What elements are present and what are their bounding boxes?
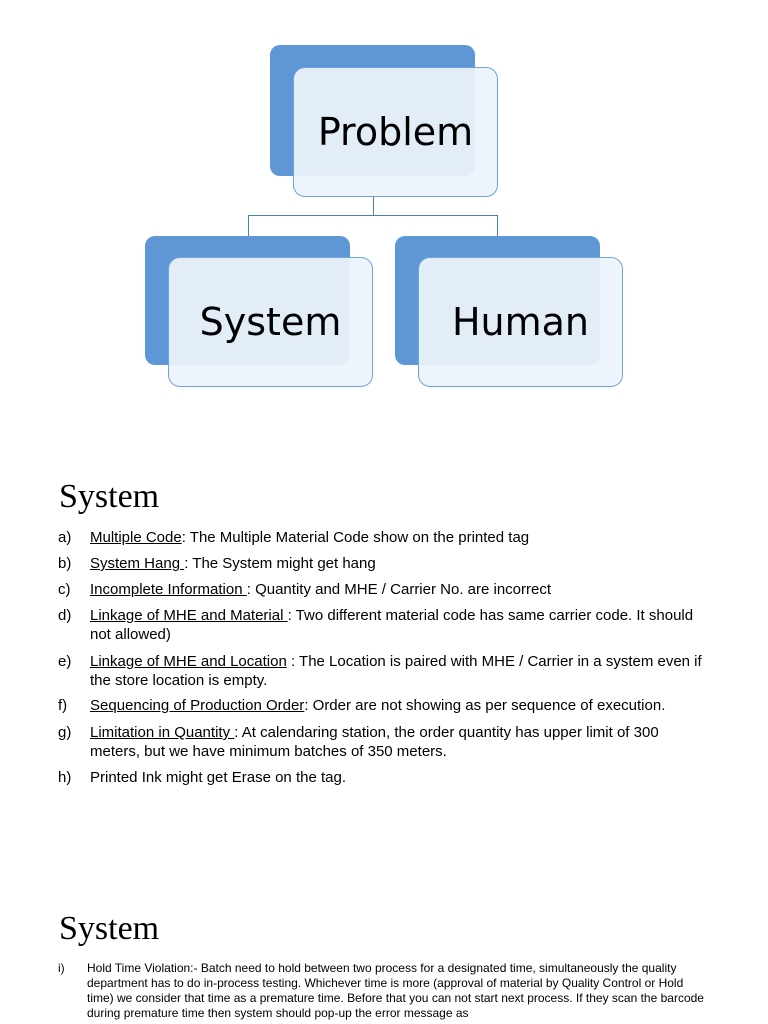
list-item-term: Linkage of MHE and Material (90, 607, 288, 624)
list-item-letter: i) (58, 961, 65, 975)
list-item-term: Linkage of MHE and Location (90, 653, 287, 670)
list-item-term: Multiple Code (90, 529, 182, 546)
section1-heading: System (59, 478, 160, 515)
list-item-body (90, 554, 710, 573)
list-item-body (90, 606, 710, 644)
list-item-body (90, 580, 710, 599)
list-item-body (90, 652, 710, 690)
list-item-letter: g) (58, 724, 72, 741)
system-label: System (199, 300, 342, 344)
list-item-text: : Quantity and MHE / Carrier No. are incorrect (246, 581, 552, 598)
list-item-body (90, 696, 710, 715)
connector-vertical-root (373, 197, 374, 216)
list-item-text: Hold Time Violation:- Batch need to hold between two process for a designated time, simultaneously the quality department has to do in-process testing. Whichever time is more (approval of material by Quality Control or Hold time) we consider that time as a premature time. Before that you can not start next process. If they scan the barcode during premature time then system should pop-up the error message as (87, 961, 704, 1020)
list-item-letter: a) (58, 529, 72, 546)
list-item-letter: e) (58, 653, 72, 670)
problem-box (293, 67, 498, 197)
list-item-body (90, 723, 710, 761)
list-item-term: Incomplete Information (90, 581, 247, 598)
list-item-text: : The Location is paired with MHE / Carrier in a system even if the store location is empty. (90, 653, 702, 689)
list-item-term: System Hang (90, 555, 185, 572)
connector-vertical-left (248, 215, 249, 236)
list-item-text: : The System might get hang (184, 555, 376, 572)
list-item-text: : Order are not showing as per sequence of execution. (304, 697, 666, 714)
list-item-text: Printed Ink might get Erase on the tag. (90, 769, 346, 786)
list-item-letter: f) (58, 697, 68, 714)
human-box (418, 257, 623, 387)
list-item-text: : At calendaring station, the order quantity has upper limit of 300 meters, but we have minimum batches of 350 meters. (90, 724, 659, 760)
connector-horizontal (248, 215, 498, 216)
list-item-letter: c) (58, 581, 71, 598)
list-item-term: Limitation in Quantity (90, 724, 235, 741)
system-box (168, 257, 373, 387)
list-item-letter: d) (58, 607, 72, 624)
list-item-body (90, 528, 710, 547)
hierarchy-diagram (0, 0, 768, 400)
list-item-letter: b) (58, 555, 72, 572)
list-item-body (90, 768, 710, 787)
problem-label: Problem (317, 110, 474, 154)
connector-vertical-right (497, 215, 498, 236)
list-item-text: : The Multiple Material Code show on the printed tag (181, 529, 530, 546)
list-item-text: : Two different material code has same carrier code. It should not allowed) (90, 607, 694, 643)
list-item-term: Sequencing of Production Order (90, 697, 305, 714)
list-item-letter: h) (58, 769, 72, 786)
section2-heading: System (59, 910, 160, 947)
human-label: Human (451, 300, 590, 344)
